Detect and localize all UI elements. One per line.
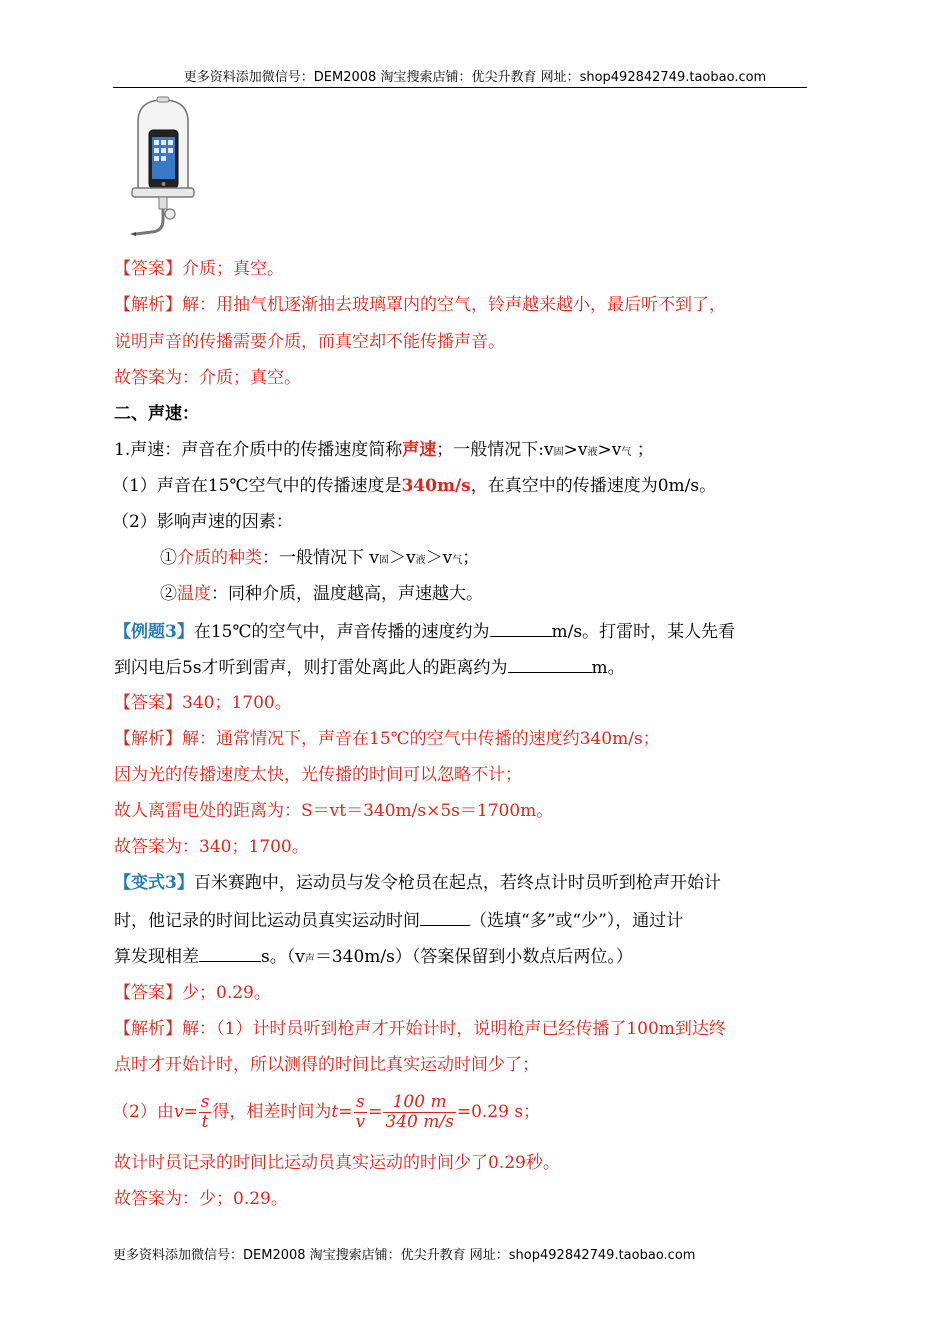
variant3-analysis-5: 故答案为：少；0.29。 [114, 1189, 288, 1209]
variant3-question-line3: 算发现相差 s。（v声＝340m/s）（答案保留到小数点后两位。） [114, 944, 633, 972]
page-footer: 更多资料添加微信号：DEM2008 淘宝搜索店铺：优尖升教育 网址：shop492842749.taobao.com [113, 1248, 696, 1263]
variant3-analysis-4: 故计时员记录的时间比运动员真实运动的时间少了0.29秒。 [114, 1153, 560, 1173]
factor-temperature: ②温度：同种介质，温度越高，声速越大。 [160, 584, 483, 604]
answer-blank-distance[interactable] [508, 655, 592, 673]
example3-analysis-2: 因为光的传播速度太快，光传播的时间可以忽略不计； [114, 765, 522, 785]
air-tube [136, 209, 163, 234]
example3-analysis-3: 故人离雷电处的距离为：S＝vt＝340m/s×5s＝1700m。 [114, 801, 554, 821]
stand-neck [159, 197, 167, 209]
example3-question-line2: 到闪电后5s才听到雷声，则打雷处离此人的距离约为 m。 [114, 655, 625, 680]
example3-question-line1: 【例题3】在15℃的空气中，声音传播的速度约为 m/s。打雷时，某人先看 [114, 619, 735, 644]
page-header: 更多资料添加微信号：DEM2008 淘宝搜索店铺：优尖升教育 网址：shop492842749.taobao.com [183, 70, 767, 85]
analysis-line-1: 【解析】解：用抽气机逐渐抽去玻璃罩内的空气，铃声越来越小，最后听不到了， [114, 295, 726, 315]
fraction-s-over-v: $\frac{s}{v}$ [355, 1092, 366, 1132]
speed-factors: （2）影响声速的因素： [112, 512, 293, 532]
analysis-line-2: 说明声音的传播需要介质，而真空却不能传播声音。 [114, 332, 505, 352]
fraction-s-over-t: $\frac{s}{t}$ [200, 1092, 210, 1132]
bell-jar-phone-figure [128, 96, 198, 242]
example3-analysis-1: 【解析】解：通常情况下，声音在15℃的空气中传播的速度约340m/s； [114, 729, 660, 749]
fraction-100m-over-340ms: $\frac{100 m}{340 m/s}$ [385, 1092, 454, 1132]
speed-definition: 1.声速：声音在介质中的传播速度简称声速；一般情况下:v固>v液>v气 ； [114, 440, 654, 460]
variant3-analysis-1: 【解析】解：（1）计时员听到枪声才开始计时，说明枪声已经传播了100m到达终 [114, 1019, 726, 1039]
variant3-question-line2: 时，他记录的时间比运动员真实运动时间 （选填“多”或“少”），通过计 [114, 908, 683, 933]
section-title: 二、声速： [114, 404, 199, 424]
variant3-question-line1: 【变式3】百米赛跑中，运动员与发令枪员在起点，若终点计时员听到枪声开始计 [114, 873, 721, 893]
speed-in-air: （1）声音在15℃空气中的传播速度是340m/s，在真空中的传播速度为0m/s。 [112, 476, 717, 496]
answer-line-1: 【答案】介质；真空。 [114, 259, 284, 279]
answer-blank-time-diff[interactable] [199, 944, 261, 962]
jar-base [132, 188, 194, 197]
jar-knob [157, 97, 169, 102]
answer-blank-speed[interactable] [490, 619, 552, 637]
example3-answer: 【答案】340；1700。 [114, 693, 292, 713]
answer-blank-more-less[interactable] [420, 908, 470, 926]
header-divider [113, 87, 807, 88]
factor-medium: ①介质的种类：一般情况下 v固＞v液＞v气； [160, 548, 480, 568]
variant3-answer: 【答案】少；0.29。 [114, 983, 271, 1003]
example3-analysis-4: 故答案为：340；1700。 [114, 837, 309, 857]
variant3-analysis-formula: （2）由v= $\frac{s}{t}$ 得，相差时间为t= $\frac{s}{v}$ = $\frac{100 m}{340 m/s}$ =0.29 s； [112, 1092, 541, 1132]
analysis-line-3: 故答案为：介质；真空。 [114, 368, 301, 388]
variant3-analysis-2: 点时才开始计时，所以测得的时间比真实运动时间少了； [114, 1055, 539, 1075]
